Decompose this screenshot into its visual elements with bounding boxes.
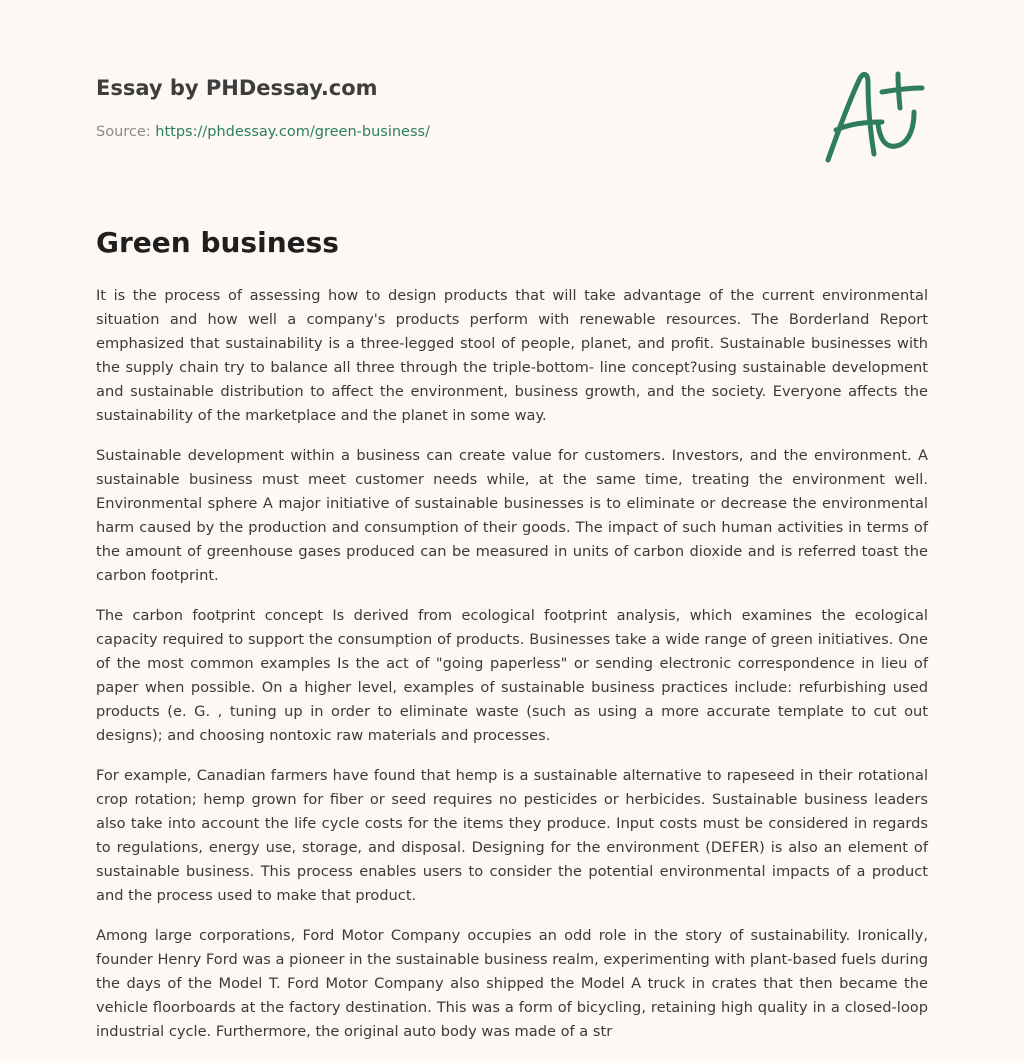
source-line: [96, 124, 430, 140]
essay-paragraph: For example, Canadian farmers have found that hemp is a sustainable alternative to rapeseed in their rotational crop rotation; hemp grown for fiber or seed requires no pesticides or herbicides. Sustainable business leaders also take into account the life cycle costs for the items they produce. Input costs must be considered in regards to regulations, energy use, storage, and disposal. Designing for the environment (DEFER) is also an element of sustainable business. This process enables users to consider the potential environmental impacts of a product and the process used to make that product.: [96, 767, 928, 904]
source-label: Source:: [96, 124, 151, 140]
essay-paragraph: The carbon footprint concept Is derived from ecological footprint analysis, which examines the ecological capacity required to support the consumption of products. Businesses take a wide range of green initiatives. One of the most common examples Is the act of "going paperless" or sending electronic correspondence in lieu of paper when possible. On a higher level, examples of sustainable business practices include: refurbishing used products (e. G. , tuning up in order to eliminate waste (such as using a more accurate template to cut out designs); and choosing nontoxic raw materials and processes.: [96, 607, 928, 744]
essay-paragraph: Sustainable development within a business can create value for customers. Investors, and the environment. A sustainable business must meet customer needs while, at the same time, treating the environment well. Environmental sphere A major initiative of sustainable businesses is to eliminate or decrease the environmental harm caused by the production and consumption of their goods. The impact of such human activities in terms of the amount of greenhouse gases produced can be measured in units of carbon dioxide and is referred toast the carbon footprint.: [96, 447, 928, 584]
source-link[interactable]: https://phdessay.com/green-business/: [155, 124, 430, 140]
essay-paragraph: It is the process of assessing how to design products that will take advantage of the current environmental situation and how well a company's products perform with renewable resources. The Borderland Report emphasized that sustainability is a three-legged stool of people, planet, and profit. Sustainable businesses with the supply chain try to balance all three through the triple-bottom- line concept?using sustainable development and sustainable distribution to affect the environment, business growth, and the society. Everyone affects the sustainability of the marketplace and the planet in some way.: [96, 287, 928, 424]
essay-paragraph: Among large corporations, Ford Motor Company occupies an odd role in the story of sustainability. Ironically, founder Henry Ford was a pioneer in the sustainable business realm, experimenting with plant-based fuels during the days of the Model T. Ford Motor Company also shipped the Model A truck in crates that then became the vehicle floorboards at the factory destination. This was a form of bicycling, retaining high quality in a closed-loop industrial cycle. Furthermore, the original auto body was made of a str: [96, 927, 928, 1040]
essay-body: [96, 284, 928, 1060]
site-title: Essay by PHDessay.com: [96, 76, 378, 100]
essay-title: Green business: [96, 226, 339, 259]
a-plus-grade-logo-icon: [824, 68, 928, 164]
